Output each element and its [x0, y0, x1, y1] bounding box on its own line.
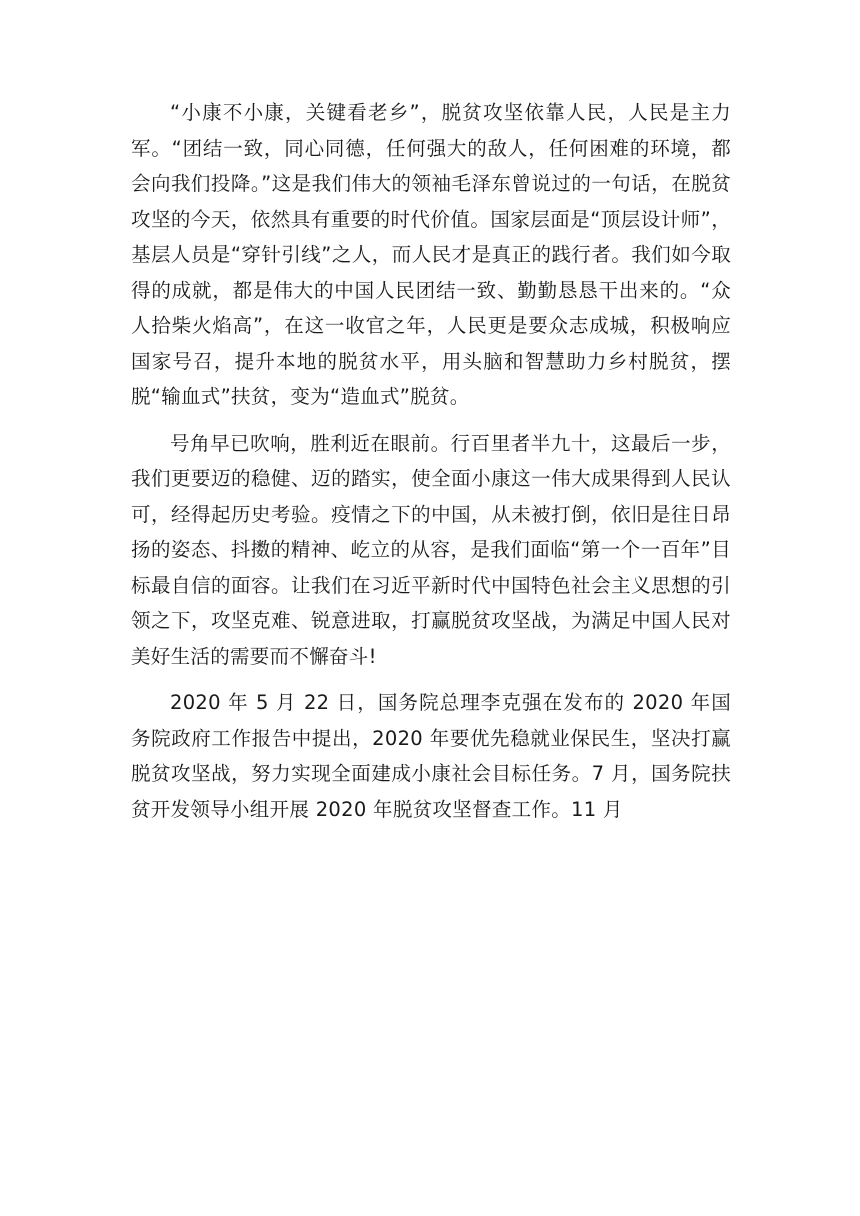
paragraph: “小康不小康，关键看老乡”，脱贫攻坚依靠人民，人民是主力军。“团结一致，同心同德，任何强大的敌人，任何困难的环境，都会向我们投降。”这是我们伟大的领袖毛泽东曾说过的一句话，在脱贫攻坚的今天，依然具有重要的时代价值。国家层面是“顶层设计师”，基层人员是“穿针引线”之人，而人民才是真正的践行者。我们如今取得的成就，都是伟大的中国人民团结一致、勤勤恳恳干出来的。“众人拾柴火焰高”，在这一收官之年，人民更是要众志成城，积极响应国家号召，提升本地的脱贫水平，用头脑和智慧助力乡村脱贫，摆脱“输血式”扶贫，变为“造血式”脱贫。: [131, 101, 731, 408]
document-body: [131, 95, 731, 827]
paragraph: 2020 年 5 月 22 日，国务院总理李克强在发布的 2020 年国务院政府工作报告中提出，2020 年要优先稳就业保民生，坚决打赢脱贫攻坚战，努力实现全面建成小康社会目标任务。7 月，国务院扶贫开发领导小组开展 2020 年脱贫攻坚督查工作。11 月: [131, 691, 731, 821]
paragraph: 号角早已吹响，胜利近在眼前。行百里者半九十，这最后一步，我们更要迈的稳健、迈的踏实，使全面小康这一伟大成果得到人民认可，经得起历史考验。疫情之下的中国，从未被打倒，依旧是往日昂扬的姿态、抖擞的精神、屹立的从容，是我们面临“第一个一百年”目标最自信的面容。让我们在习近平新时代中国特色社会主义思想的引领之下，攻坚克难、锐意进取，打赢脱贫攻坚战，为满足中国人民对美好生活的需要而不懈奋斗!: [131, 431, 731, 668]
